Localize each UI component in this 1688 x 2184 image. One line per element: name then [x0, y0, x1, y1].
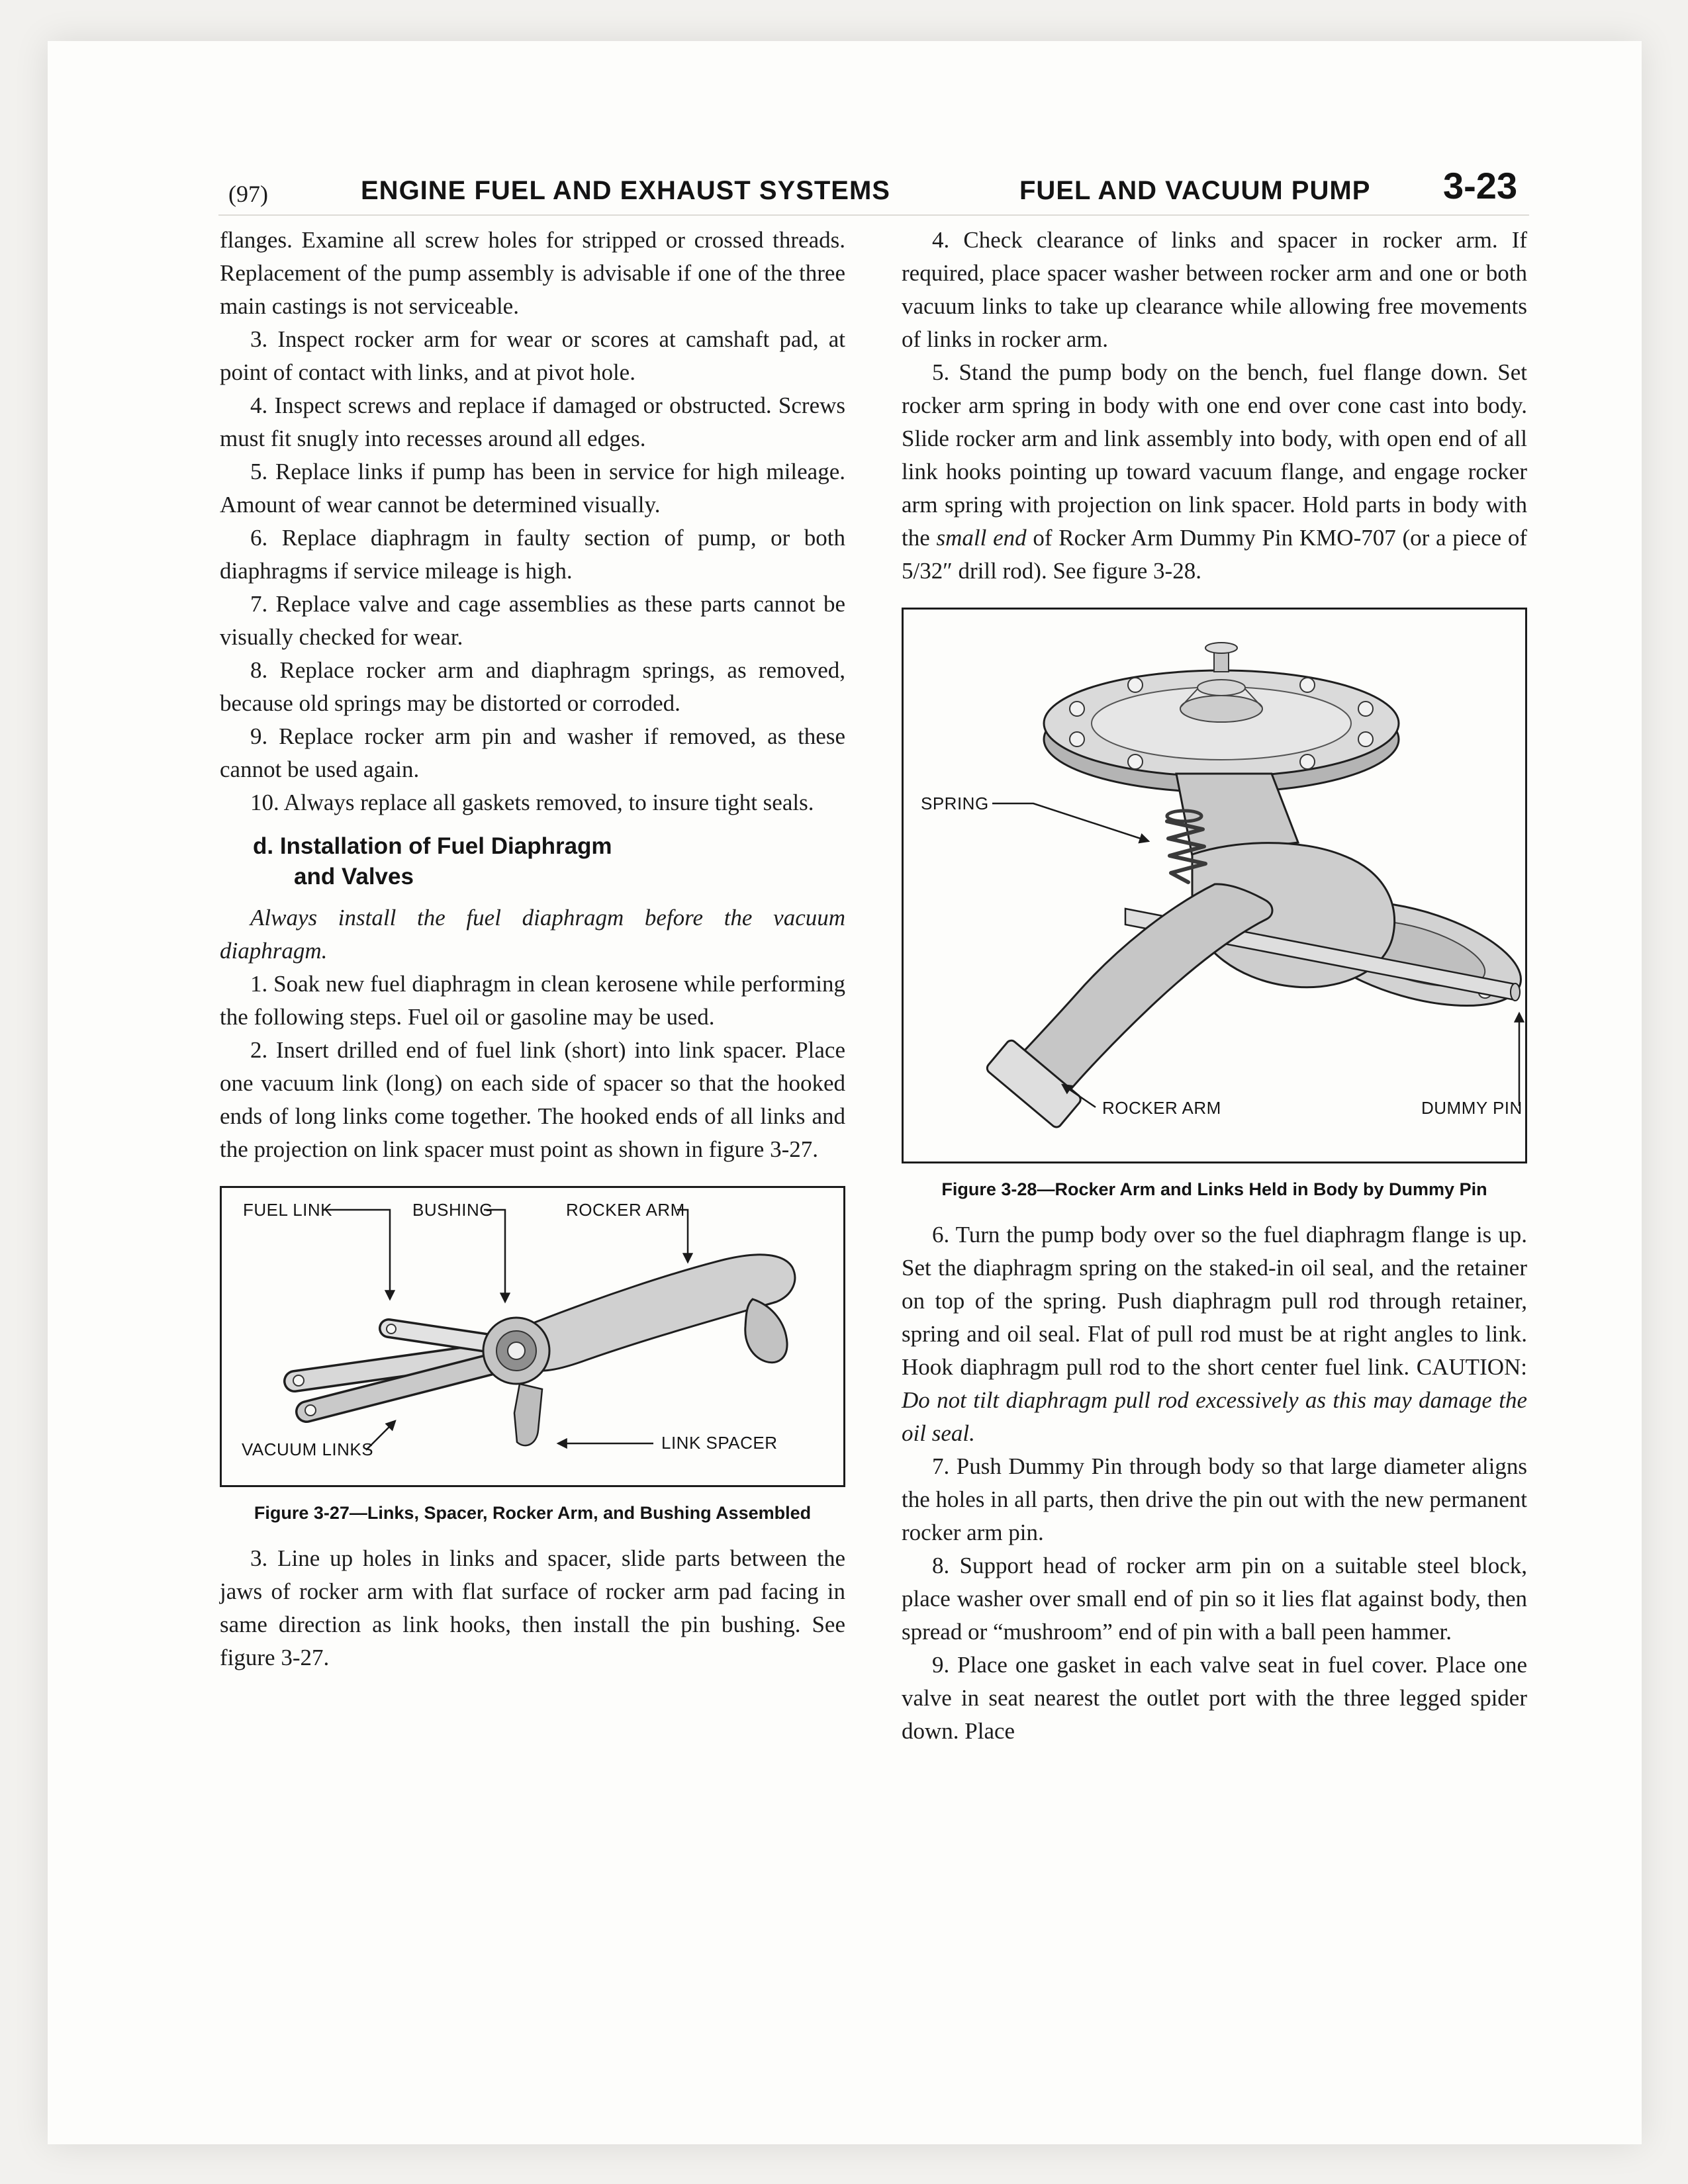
- running-head-left: ENGINE FUEL AND EXHAUST SYSTEMS: [361, 176, 890, 205]
- right-text-block-1: [902, 224, 1527, 588]
- bushing-label: BUSHING: [412, 1200, 493, 1220]
- figure-3-28-caption: Figure 3-28—Rocker Arm and Links Held in Body by Dummy Pin: [941, 1179, 1487, 1199]
- dummy-pin-label: DUMMY PIN: [1421, 1098, 1523, 1118]
- paragraph: Always install the fuel diaphragm before the vacuum diaphragm.: [220, 905, 845, 964]
- paragraph: 7. Replace valve and cage assemblies as these parts cannot be visually checked for wear.: [220, 591, 845, 650]
- links-drawing: [293, 1324, 513, 1416]
- right-column: [902, 224, 1527, 1748]
- figure-3-27-caption: Figure 3-27—Links, Spacer, Rocker Arm, and Bushing Assembled: [254, 1503, 812, 1523]
- paragraph: 3. Line up holes in links and spacer, slide parts between the jaws of rocker arm with flat surface of rocker arm pad facing in same direction as link hooks, then install the pin bushing. See figure 3-27.: [220, 1545, 845, 1670]
- pump-top-flange-drawing: [1044, 643, 1399, 792]
- section-heading-installation: [253, 831, 845, 892]
- paragraph: flanges. Examine all screw holes for stripped or crossed threads. Replacement of the pump assembly is advisable if one of the three main castings is not serviceable.: [220, 227, 845, 319]
- figure-3-28: [902, 608, 1527, 1163]
- fuel-link-label: FUEL LINK: [243, 1200, 333, 1220]
- spring-label: SPRING: [921, 794, 989, 813]
- paragraph: 4. Inspect screws and replace if damaged or obstructed. Screws must fit snugly into recesses around all edges.: [220, 392, 845, 451]
- paragraph: 10. Always replace all gaskets removed, to insure tight seals.: [250, 790, 814, 815]
- section-heading-line1: d. Installation of Fuel Diaphragm: [253, 833, 612, 859]
- paragraph: 7. Push Dummy Pin through body so that large diameter aligns the holes in all parts, then drive the pin out with the new permanent rocker arm pin.: [902, 1453, 1527, 1545]
- paragraph: 4. Check clearance of links and spacer in rocker arm. If required, place spacer washer between rocker arm and one or both vacuum links to take up clearance while allowing free movements of links in rocker arm.: [902, 227, 1527, 352]
- rocker-arm-drawing: [520, 1255, 795, 1371]
- section-heading-line2: and Valves: [294, 864, 414, 889]
- left-text-block-1: [220, 224, 845, 819]
- figure-3-28-illustration: [904, 610, 1525, 1161]
- page-number: 3-23: [1443, 165, 1518, 206]
- link-spacer-label: LINK SPACER: [661, 1433, 778, 1453]
- left-text-block-3: [220, 1542, 845, 1674]
- paragraph: 6. Replace diaphragm in faulty section of pump, or both diaphragms if service mileage is high.: [220, 525, 845, 584]
- paragraph: 9. Replace rocker arm pin and washer if removed, as these cannot be used again.: [220, 723, 845, 782]
- paragraph: 2. Insert drilled end of fuel link (short) into link spacer. Place one vacuum link (long) on each side of spacer so that the hooked ends of long links come together. The hooked ends of all links and the projection on link spacer must point as shown in figure 3-27.: [220, 1037, 845, 1162]
- bushing-drawing: [483, 1318, 549, 1384]
- link-spacer-drawing: [514, 1384, 542, 1445]
- paragraph: 8. Replace rocker arm and diaphragm springs, as removed, because old springs may be distorted or corroded.: [220, 657, 845, 716]
- paragraph: 1. Soak new fuel diaphragm in clean kerosene while performing the following steps. Fuel oil or gasoline may be used.: [220, 971, 845, 1030]
- figure-3-27: [220, 1186, 845, 1487]
- header-rule: [218, 214, 1529, 216]
- rocker-arm-label-28: ROCKER ARM: [1102, 1098, 1221, 1118]
- figure-3-27-illustration: [222, 1188, 843, 1485]
- paragraph: 9. Place one gasket in each valve seat in fuel cover. Place one valve in seat nearest the outlet port with the three legged spider down. Place: [902, 1652, 1527, 1744]
- left-column: [220, 224, 845, 1674]
- right-text-block-2: [902, 1218, 1527, 1748]
- left-text-block-2: [220, 901, 845, 1166]
- page-folio: (97): [228, 181, 268, 207]
- paragraph: 3. Inspect rocker arm for wear or scores at camshaft pad, at point of contact with links, and at pivot hole.: [220, 326, 845, 385]
- rocker-arm-label: ROCKER ARM: [566, 1200, 685, 1220]
- paragraph: 5. Stand the pump body on the bench, fuel flange down. Set rocker arm spring in body with one end over cone cast into body. Slide rocker arm and link assembly into body, with open end of all link hooks pointing up toward vacuum flange, and engage rocker arm spring with projection on link spacer. Hold parts in body with the small end of Rocker Arm Dummy Pin KMO-707 (or a piece of 5/32″ drill rod). See figure 3-28.: [902, 359, 1527, 584]
- running-head-right: FUEL AND VACUUM PUMP: [1019, 176, 1371, 205]
- vacuum-links-label: VACUUM LINKS: [242, 1439, 374, 1459]
- paragraph: 6. Turn the pump body over so the fuel diaphragm flange is up. Set the diaphragm spring on the staked-in oil seal, and the retainer on top of the spring. Push diaphragm pull rod through retainer, spring and oil seal. Flat of pull rod must be at right angles to link. Hook diaphragm pull rod to the short center fuel link. CAUTION: Do not tilt diaphragm pull rod excessively as this may damage the oil seal.: [902, 1222, 1527, 1446]
- paragraph: 5. Replace links if pump has been in service for high mileage. Amount of wear cannot be determined visually.: [220, 459, 845, 518]
- paragraph: 8. Support head of rocker arm pin on a suitable steel block, place washer over small end of pin so it lies flat against body, then spread or “mushroom” end of pin with a ball peen hammer.: [902, 1553, 1527, 1645]
